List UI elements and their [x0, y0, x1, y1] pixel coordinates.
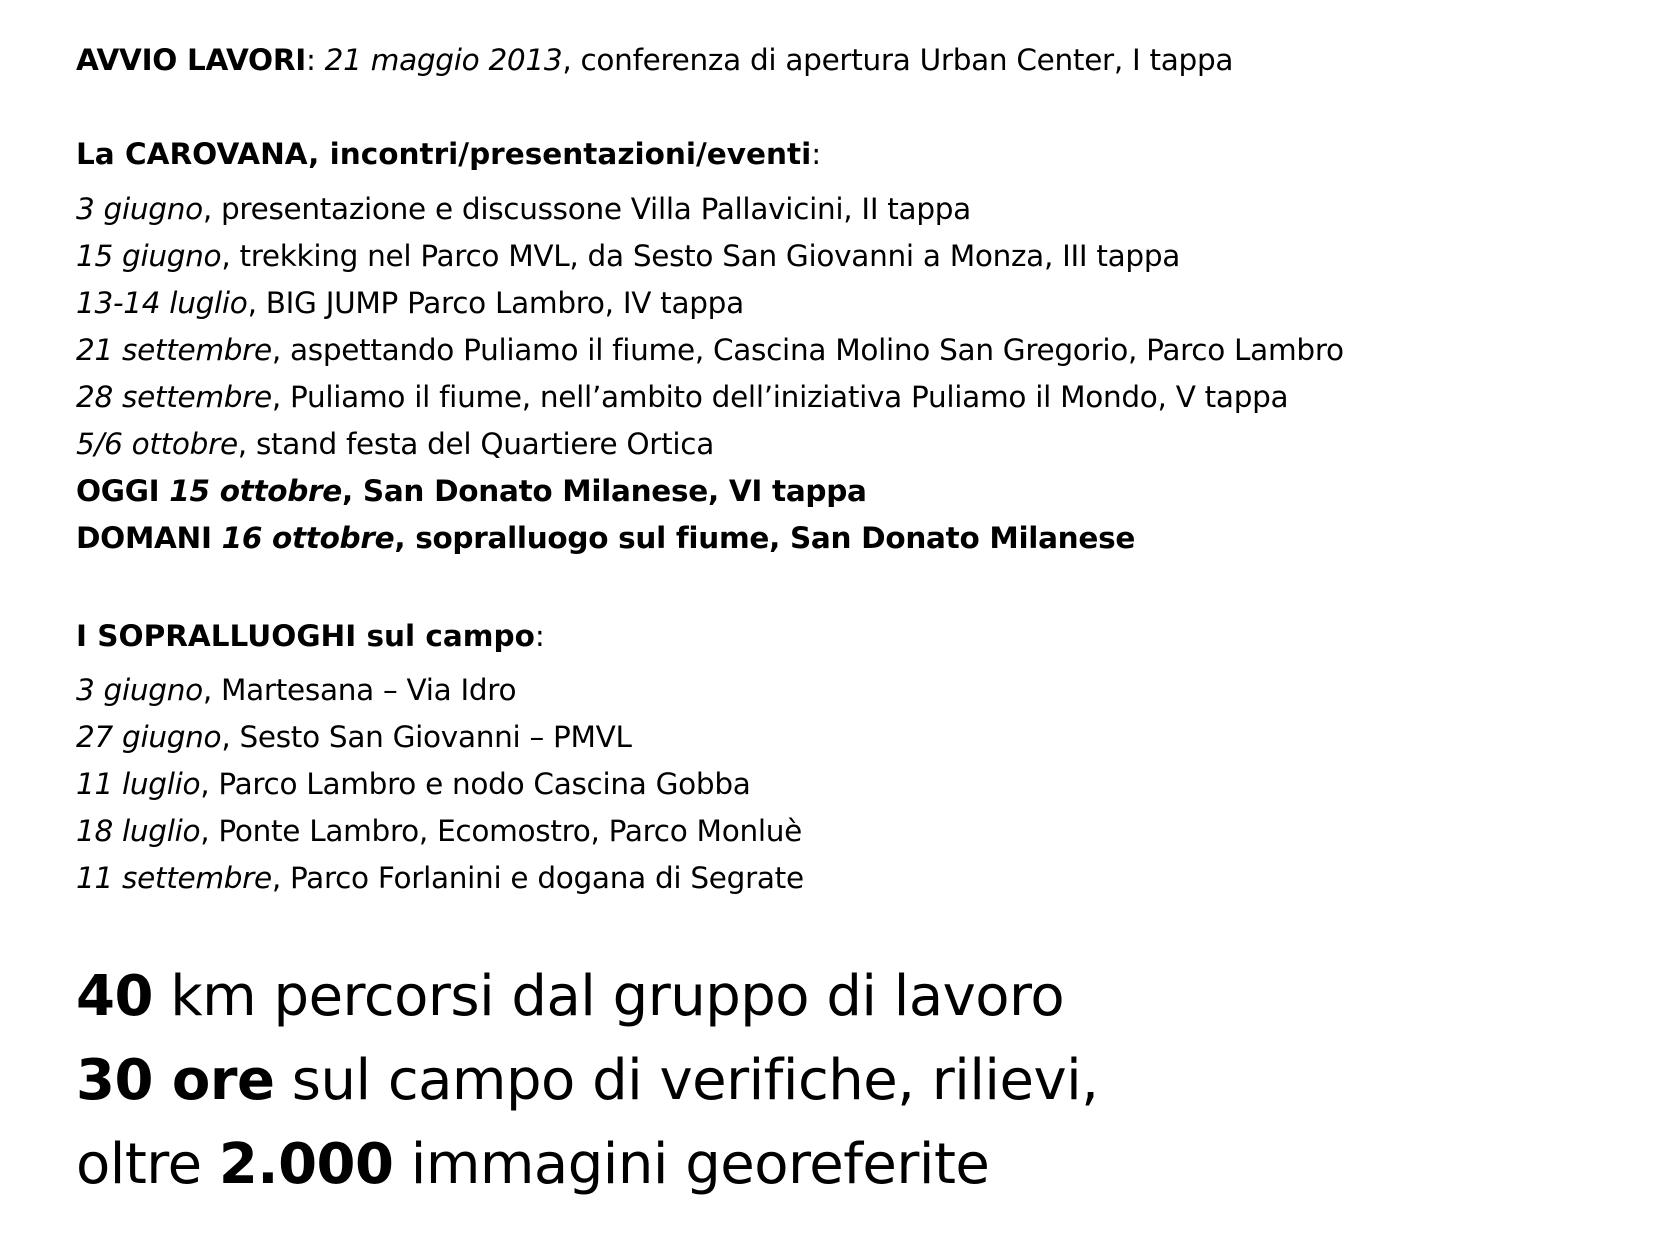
- domani-text: , sopralluogo sul fiume, San Donato Milanese: [394, 521, 1136, 555]
- event-date: 3 giugno: [76, 192, 203, 226]
- visit-date: 27 giugno: [76, 720, 222, 754]
- avvio-date: 21 maggio 2013: [324, 43, 563, 77]
- carovana-heading: [76, 131, 821, 178]
- sopralluoghi-heading-colon: :: [534, 619, 545, 653]
- visit-text: , Sesto San Giovanni – PMVL: [221, 720, 632, 754]
- domani-item: [76, 515, 1344, 562]
- oggi-text: , San Donato Milanese, VI tappa: [342, 474, 867, 508]
- list-item: [76, 714, 804, 761]
- list-item: [76, 855, 804, 902]
- visit-text: , Martesana – Via Idro: [202, 673, 517, 707]
- km-value: 40: [76, 964, 153, 1029]
- avvio-label: AVVIO LAVORI: [76, 43, 306, 77]
- avvio-text: , conferenza di apertura Urban Center, I tappa: [562, 43, 1234, 77]
- event-text: , presentazione e discussone Villa Pallavicini, II tappa: [202, 192, 971, 226]
- list-item: [76, 667, 804, 714]
- event-text: , aspettando Puliamo il fiume, Cascina Molino San Gregorio, Parco Lambro: [271, 333, 1344, 367]
- list-item: [76, 280, 1344, 327]
- domani-prefix: DOMANI: [76, 521, 222, 555]
- list-item: [76, 327, 1344, 374]
- images-prefix: oltre: [76, 1132, 219, 1197]
- event-date: 21 settembre: [76, 333, 272, 367]
- event-date: 15 giugno: [76, 239, 222, 273]
- visit-date: 3 giugno: [76, 673, 203, 707]
- hours-text: sul campo di verifiche, rilievi,: [274, 1048, 1099, 1113]
- visit-date: 18 luglio: [76, 814, 201, 848]
- domani-date: 16 ottobre: [221, 521, 395, 555]
- oggi-item: [76, 468, 1344, 515]
- visit-date: 11 settembre: [76, 861, 272, 895]
- event-text: , Puliamo il fiume, nell’ambito dell’iniziativa Puliamo il Mondo, V tappa: [271, 380, 1289, 414]
- sopralluoghi-heading: [76, 613, 545, 660]
- avvio-lavori-line: [76, 37, 1233, 84]
- summary-block: [76, 955, 1098, 1207]
- oggi-prefix: OGGI: [76, 474, 170, 508]
- event-date: 28 settembre: [76, 380, 272, 414]
- sopralluoghi-heading-text: I SOPRALLUOGHI sul campo: [76, 619, 535, 653]
- avvio-sep: :: [305, 43, 325, 77]
- summary-line-hours: [76, 1039, 1098, 1123]
- event-text: , stand festa del Quartiere Ortica: [237, 427, 714, 461]
- list-item: [76, 808, 804, 855]
- carovana-heading-text: La CAROVANA, incontri/presentazioni/eventi: [76, 137, 812, 171]
- visit-date: 11 luglio: [76, 767, 201, 801]
- visit-text: , Ponte Lambro, Ecomostro, Parco Monluè: [200, 814, 802, 848]
- oggi-date: 15 ottobre: [169, 474, 342, 508]
- km-text: km percorsi dal gruppo di lavoro: [152, 964, 1065, 1029]
- visit-text: , Parco Lambro e nodo Cascina Gobba: [200, 767, 751, 801]
- event-date: 5/6 ottobre: [76, 427, 238, 461]
- event-text: , BIG JUMP Parco Lambro, IV tappa: [247, 286, 744, 320]
- list-item: [76, 421, 1344, 468]
- images-text: immagini georeferite: [393, 1132, 990, 1197]
- summary-line-km: [76, 955, 1098, 1039]
- list-item: [76, 761, 804, 808]
- carovana-list: [76, 186, 1344, 562]
- summary-line-images: [76, 1123, 1098, 1207]
- event-text: , trekking nel Parco MVL, da Sesto San Giovanni a Monza, III tappa: [221, 239, 1181, 273]
- visit-text: , Parco Forlanini e dogana di Segrate: [271, 861, 804, 895]
- images-value: 2.000: [218, 1132, 394, 1197]
- list-item: [76, 374, 1344, 421]
- event-date: 13-14 luglio: [76, 286, 248, 320]
- carovana-heading-colon: :: [811, 137, 822, 171]
- list-item: [76, 233, 1344, 280]
- sopralluoghi-list: [76, 667, 804, 902]
- hours-value: 30 ore: [76, 1048, 275, 1113]
- list-item: [76, 186, 1344, 233]
